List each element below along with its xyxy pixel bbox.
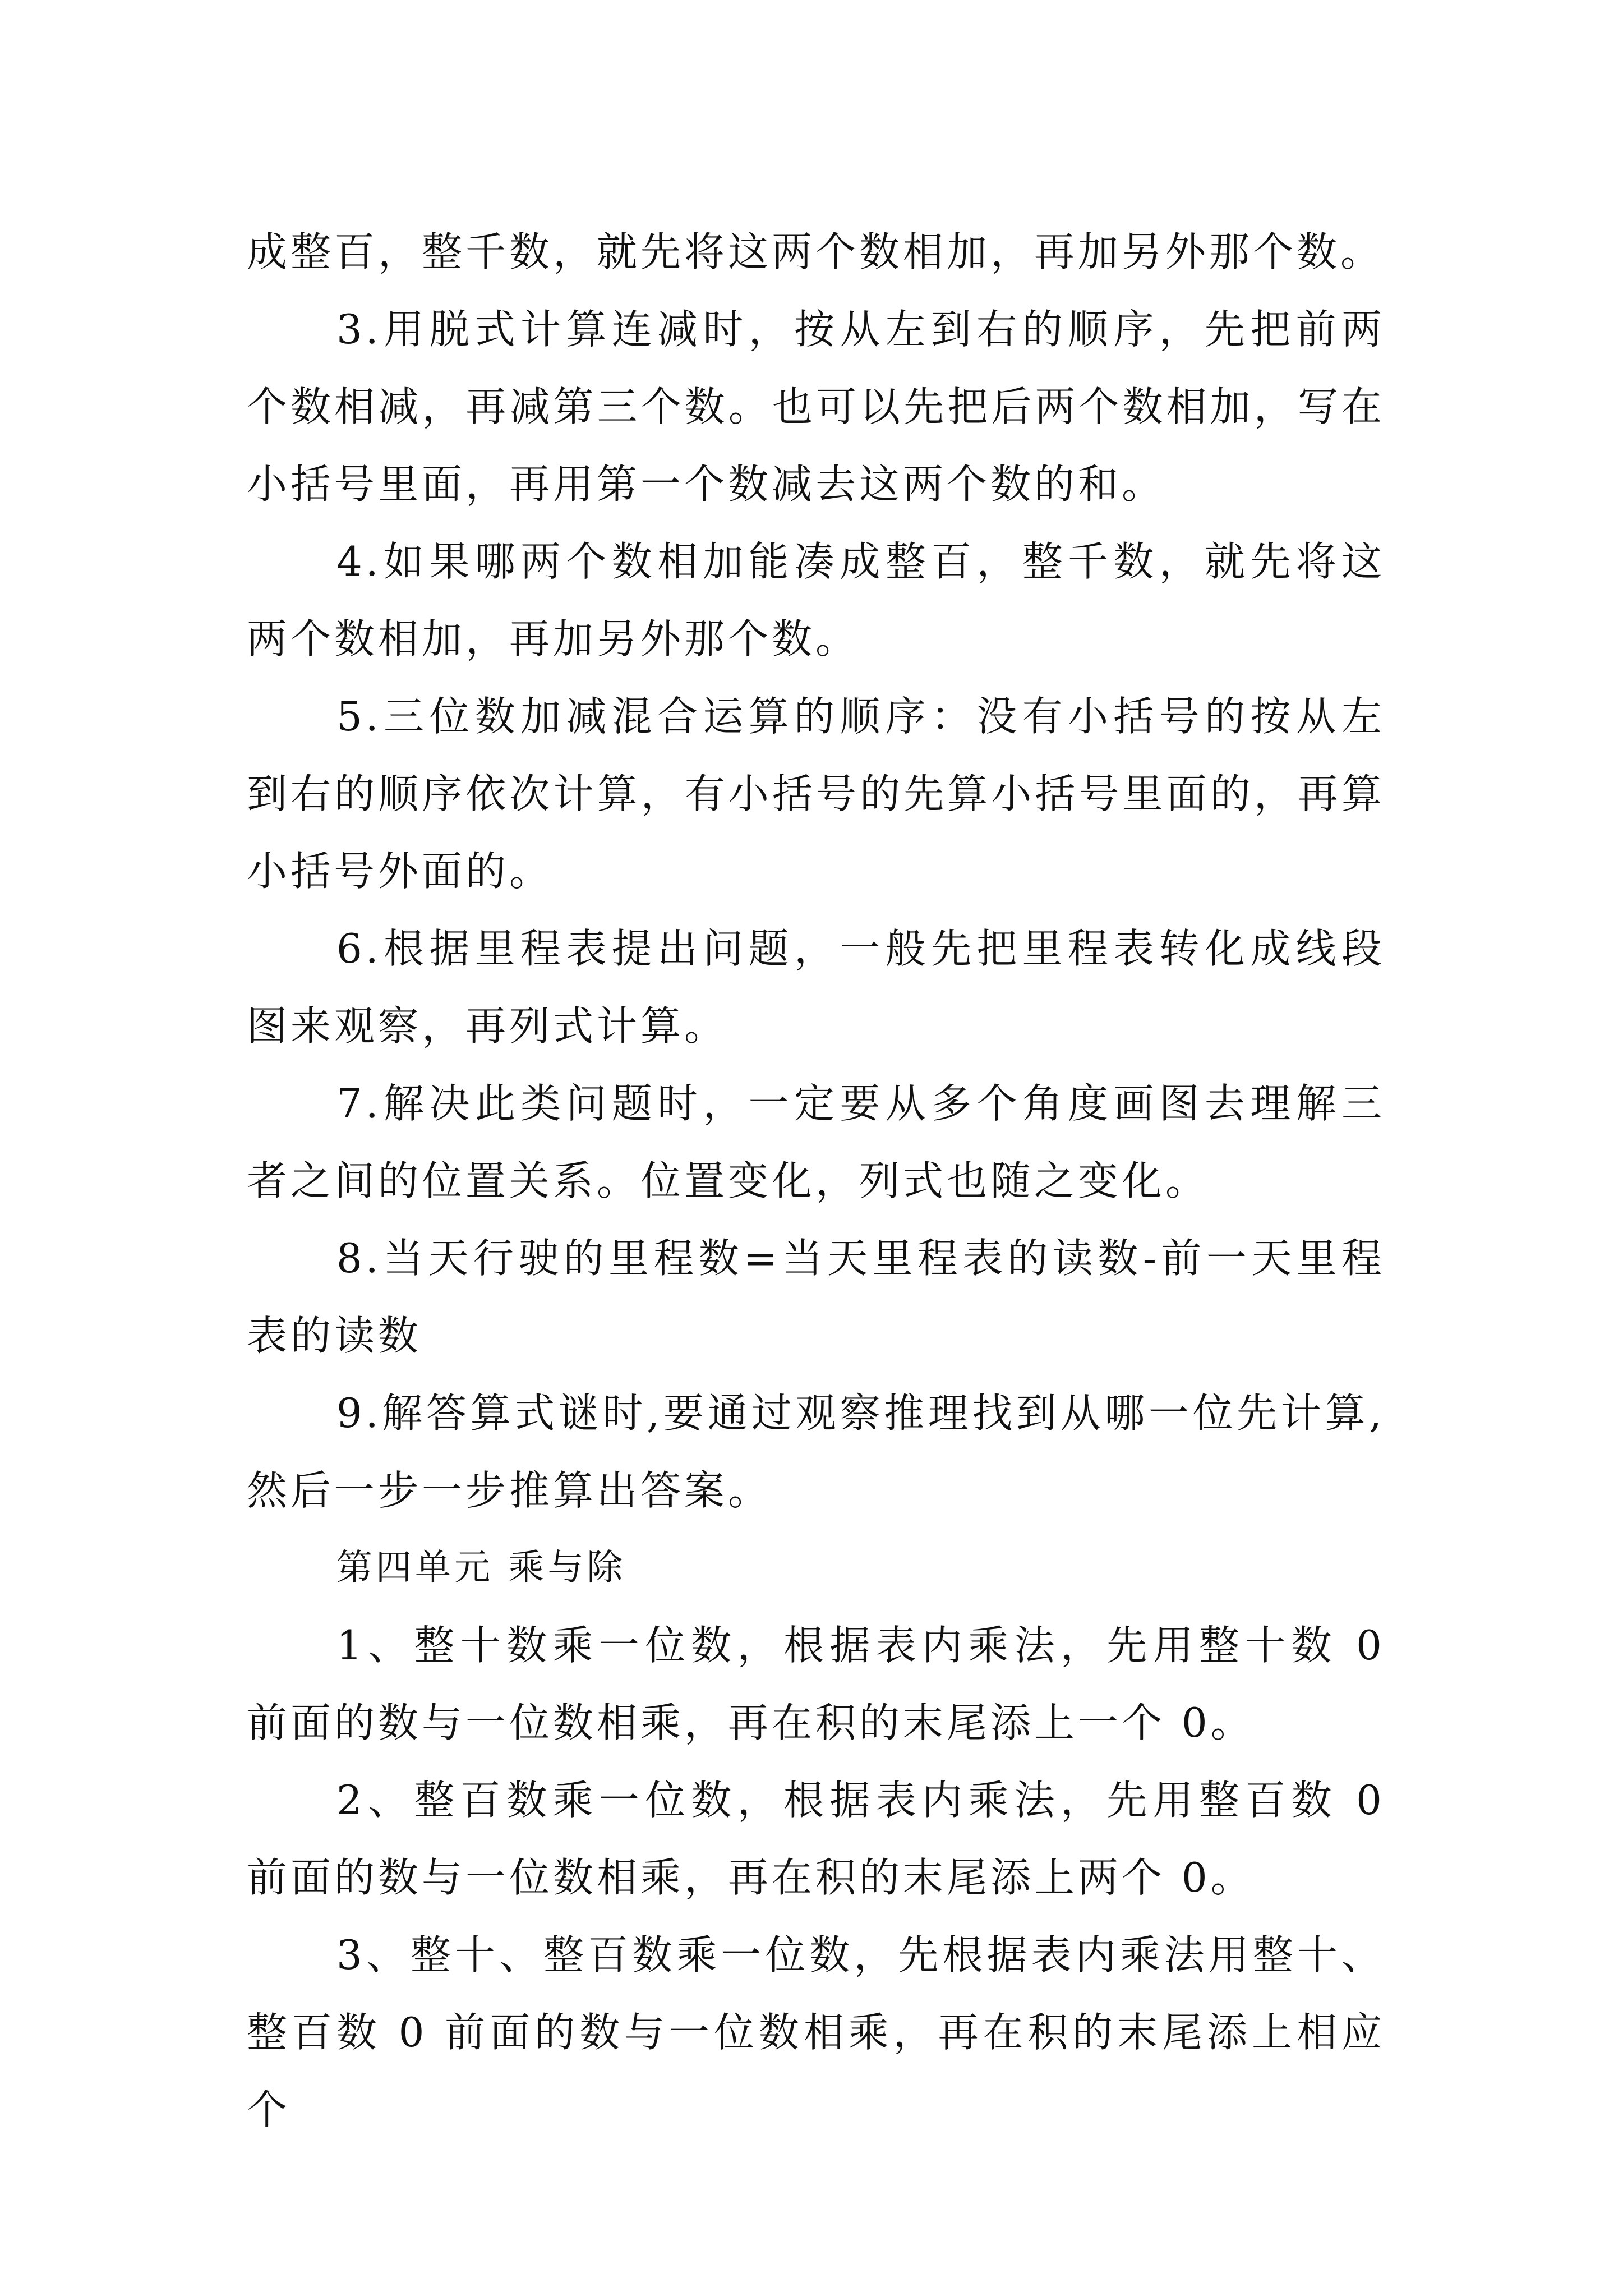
paragraph-unit4-item-1: 1、整十数乘一位数，根据表内乘法，先用整十数 0 前面的数与一位数相乘，再在积的末尾添上一个 0。: [247, 1622, 1385, 1746]
paragraph-unit4-item-3: 3、整十、整百数乘一位数，先根据表内乘法用整十、整百数 0 前面的数与一位数相乘，再在积的末尾添上相应个: [247, 1931, 1385, 2133]
paragraph-item-9: 9.解答算式谜时,要通过观察推理找到从哪一位先计算,然后一步一步推算出答案。: [247, 1389, 1385, 1514]
paragraph-item-3: 3.用脱式计算连减时，按从左到右的顺序，先把前两个数相减，再减第三个数。也可以先把后两个数相加，写在小括号里面，再用第一个数减去这两个数的和。: [247, 306, 1385, 508]
paragraph-item-6: 6.根据里程表提出问题，一般先把里程表转化成线段图来观察，再列式计算。: [247, 925, 1385, 1050]
paragraph-continuation: 成整百，整千数，就先将这两个数相加，再加另外那个数。: [247, 228, 1385, 275]
paragraph-item-4: 4.如果哪两个数相加能凑成整百，整千数，就先将这两个数相加，再加另外那个数。: [247, 538, 1385, 662]
document-body: [247, 213, 1385, 2148]
paragraph-item-8: 8.当天行驶的里程数=当天里程表的读数-前一天里程表的读数: [247, 1235, 1385, 1359]
section-heading: 第四单元 乘与除: [336, 1547, 626, 1589]
paragraph-unit4-item-2: 2、整百数乘一位数，根据表内乘法，先用整百数 0 前面的数与一位数相乘，再在积的末尾添上两个 0。: [247, 1777, 1385, 1901]
paragraph-item-7: 7.解决此类问题时，一定要从多个角度画图去理解三者之间的位置关系。位置变化，列式也随之变化。: [247, 1080, 1385, 1204]
paragraph-item-5: 5.三位数加减混合运算的顺序：没有小括号的按从左到右的顺序依次计算，有小括号的先算小括号里面的，再算小括号外面的。: [247, 693, 1385, 895]
